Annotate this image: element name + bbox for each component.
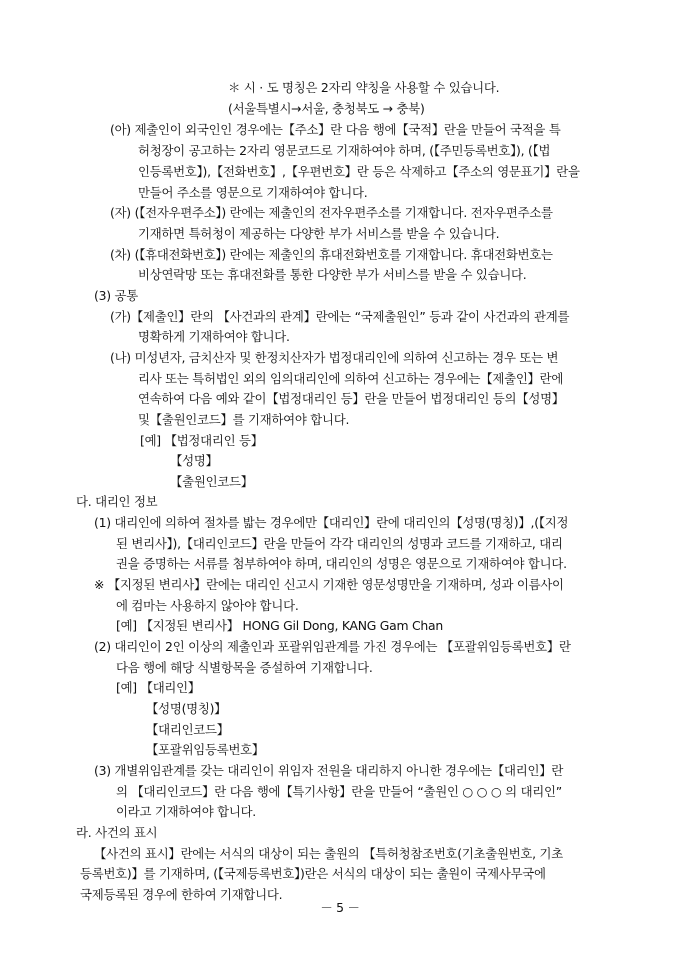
text-line: (가)【제출인】란의 【사건과의 관계】란에는 “국제출원인” 등과 같이 사건과의 관계를 <box>110 309 570 324</box>
text-line: 이라고 기재하여야 합니다. <box>116 804 256 819</box>
note-line: ※ 【지정된 변리사】란에는 대리인 신고시 기재한 영문성명만을 기재하며, 성과 이름사이 <box>94 577 564 592</box>
section-heading: 라. 사건의 표시 <box>76 825 158 840</box>
text-line: 및【출원인코드】를 기재하여야 합니다. <box>138 412 350 427</box>
example-line: 【성명(명칭)】 <box>146 701 227 716</box>
text-line: 인등록번호】),【전화번호】,【우편번호】란 등은 삭제하고【주소의 영문표기】란을 <box>138 164 580 179</box>
example-line: 【성명】 <box>170 453 218 468</box>
text-line: 리사 또는 특허법인 외의 임의대리인에 의하여 신고하는 경우에는【제출인】란에 <box>138 371 564 386</box>
text-line: 국제등록된 경우에 한하여 기재합니다. <box>80 887 283 902</box>
text-line: (1) 대리인에 의하여 절차를 밟는 경우에만【대리인】란에 대리인의【성명(명칭)】,(【지정 <box>94 515 569 530</box>
note-line: 에 컴마는 사용하지 않아야 합니다. <box>116 598 299 613</box>
section-heading: 다. 대리인 정보 <box>76 494 158 509</box>
text-line: (자) (【전자우편주소】) 란에는 제출인의 전자우편주소를 기재합니다. 전자우편주소를 <box>110 205 553 220</box>
section-heading: (3) 공통 <box>94 288 138 303</box>
example-line: 【포괄위임등록번호】 <box>146 742 265 757</box>
text-line: (3) 개별위임관계를 갖는 대리인이 위임자 전원을 대리하지 아니한 경우에는【대리인】란 <box>94 763 564 778</box>
text-line: (아) 제출인이 외국인인 경우에는【주소】란 다음 행에【국적】란을 만들어 국적을 특 <box>110 122 561 137</box>
text-line: 연속하여 다음 예와 같이【법정대리인 등】란을 만들어 법정대리인 등의【성명】 <box>138 391 564 406</box>
text-line: ＊ 시 · 도 명칭은 2자리 약칭을 사용할 수 있습니다. <box>228 80 500 95</box>
text-line: 허청장이 공고하는 2자리 영문코드로 기재하여야 하며, (【주민등록번호】), (【법 <box>138 143 551 158</box>
text-line: 등록번호)】를 기재하며, (【국제등록번호】)란은 서식의 대상이 되는 출원이 국제사무국에 <box>80 866 546 881</box>
example-line: 【출원인코드】 <box>170 474 253 489</box>
text-line: (2) 대리인이 2인 이상의 제출인과 포괄위임관계를 가진 경우에는 【포괄위임등록번호】란 <box>94 639 571 654</box>
page-number: － 5 － <box>320 900 360 915</box>
text-line: (나) 미성년자, 금치산자 및 한정치산자가 법정대리인에 의하여 신고하는 경우 또는 변 <box>110 350 559 365</box>
text-line: 명확하게 기재하여야 합니다. <box>138 329 290 344</box>
text-line: 의 【대리인코드】란 다음 행에【특기사항】란을 만들어 “출원인 ○ ○ ○ 의 대리인” <box>116 784 562 799</box>
example-line: [예] 【법정대리인 등】 <box>140 433 263 448</box>
text-line: (서울특별시→서울, 충청북도 → 충북) <box>228 101 425 116</box>
text-line: 다음 행에 해당 식별항목을 증설하여 기재합니다. <box>116 660 373 675</box>
example-line: [예] 【지정된 변리사】 HONG Gil Dong, KANG Gam Chan <box>116 618 443 633</box>
text-line: 기재하면 특허청이 제공하는 다양한 부가 서비스를 받을 수 있습니다. <box>138 226 500 241</box>
text-line: (차) (【휴대전화번호】) 란에는 제출인의 휴대전화번호를 기재합니다. 휴대전화번호는 <box>110 247 553 262</box>
text-line: 비상연락망 또는 휴대전화를 통한 다양한 부가 서비스를 받을 수 있습니다. <box>138 267 527 282</box>
text-line: 【사건의 표시】란에는 서식의 대상이 되는 출원의 【특허청참조번호(기초출원번호, 기초 <box>94 846 563 861</box>
example-line: [예] 【대리인】 <box>116 680 201 695</box>
text-line: 권을 증명하는 서류를 첨부하여야 하며, 대리인의 성명은 영문으로 기재하여야 합니다. <box>116 556 567 571</box>
text-line: 만들어 주소를 영문으로 기재하여야 합니다. <box>138 185 368 200</box>
text-line: 된 변리사】),【대리인코드】란을 만들어 각각 대리인의 성명과 코드를 기재하고, 대리 <box>116 536 563 551</box>
example-line: 【대리인코드】 <box>146 722 229 737</box>
